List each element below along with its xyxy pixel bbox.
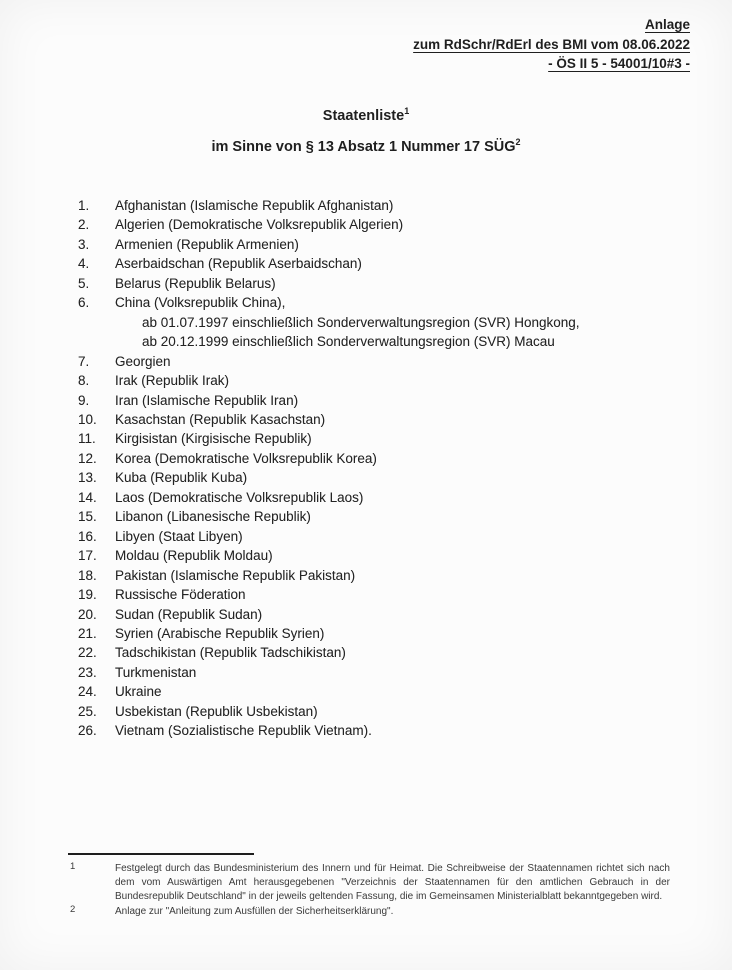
list-item-number: 18. bbox=[78, 567, 97, 583]
list-item-number: 19. bbox=[78, 587, 97, 603]
title-text: Staatenliste bbox=[322, 108, 405, 124]
list-item-text: Tadschikistan (Republik Tadschikistan) bbox=[115, 645, 346, 661]
list-item-text: Pakistan (Islamische Republik Pakistan) bbox=[115, 567, 356, 583]
list-item bbox=[78, 546, 696, 565]
footnote-1-marker: 1 bbox=[70, 861, 76, 872]
footnotes-section bbox=[70, 862, 670, 919]
footnote-separator-rule bbox=[68, 853, 254, 855]
list-item bbox=[78, 449, 696, 468]
list-item-number: 20. bbox=[78, 606, 97, 622]
list-item-text: Libanon (Libanesische Republik) bbox=[115, 509, 311, 525]
list-item bbox=[78, 293, 696, 312]
list-item bbox=[78, 371, 696, 390]
list-item bbox=[78, 527, 696, 546]
list-item-number: 4. bbox=[78, 256, 90, 272]
list-item-number: 26. bbox=[78, 723, 97, 739]
list-item-number: 13. bbox=[78, 470, 97, 486]
list-item-number: 9. bbox=[78, 392, 90, 408]
list-item bbox=[78, 605, 696, 624]
title-footnote-ref: 1 bbox=[404, 106, 410, 117]
list-item bbox=[78, 585, 696, 604]
footnote-2 bbox=[70, 905, 670, 919]
list-item-text: Laos (Demokratische Volksrepublik Laos) bbox=[115, 489, 364, 505]
page-title bbox=[0, 108, 732, 124]
list-item-text: Armenien (Republik Armenien) bbox=[115, 236, 299, 252]
list-item bbox=[78, 643, 696, 662]
list-item-number: 11. bbox=[78, 431, 96, 447]
list-item-text: Kuba (Republik Kuba) bbox=[115, 470, 248, 486]
list-item-subline: ab 01.07.1997 einschließlich Sonderverwaltungsregion (SVR) Hongkong, bbox=[142, 314, 580, 330]
document-header bbox=[413, 15, 690, 74]
list-item bbox=[78, 721, 696, 740]
page-subtitle bbox=[0, 139, 732, 155]
list-item-text: Irak (Republik Irak) bbox=[115, 373, 230, 389]
header-line-anlage: Anlage bbox=[644, 17, 690, 32]
list-item-text: Vietnam (Sozialistische Republik Vietnam). bbox=[115, 723, 372, 739]
list-item-text: Iran (Islamische Republik Iran) bbox=[115, 392, 299, 408]
list-item-text: China (Volksrepublik China), bbox=[115, 295, 286, 311]
list-item bbox=[78, 254, 696, 273]
list-item-text: Libyen (Staat Libyen) bbox=[115, 528, 243, 544]
list-item-number: 23. bbox=[78, 664, 97, 680]
list-item bbox=[78, 352, 696, 371]
list-item-number: 10. bbox=[78, 411, 97, 427]
list-item-text: Syrien (Arabische Republik Syrien) bbox=[115, 625, 325, 641]
list-item-text: Turkmenistan bbox=[115, 664, 197, 680]
subtitle-text: im Sinne von § 13 Absatz 1 Nummer 17 SÜG bbox=[211, 139, 516, 155]
list-item-number: 16. bbox=[78, 528, 97, 544]
list-item-text: Aserbaidschan (Republik Aserbaidschan) bbox=[115, 256, 362, 272]
country-list bbox=[78, 196, 696, 741]
list-item bbox=[78, 235, 696, 254]
list-item-number: 21. bbox=[78, 625, 97, 641]
list-item-text: Moldau (Republik Moldau) bbox=[115, 548, 273, 564]
list-item-text: Kasachstan (Republik Kasachstan) bbox=[115, 411, 326, 427]
list-item bbox=[78, 468, 696, 487]
list-item-number: 6. bbox=[78, 295, 90, 311]
footnote-1-text: Festgelegt durch das Bundesministerium des Innern und für Heimat. Die Schreibweise der Staatennamen richtet sich nach dem vom Auswärtigen Amt herausgegebenen "Verzeichnis der Staatennamen für den amtlichen Gebrauch in der Bundesrepublik Deutschland" in der jeweils geltenden Fassung, die im Gemeinsamen Ministerialblatt bekanntgegeben wird. bbox=[115, 863, 670, 902]
list-item-text: Georgien bbox=[115, 353, 171, 369]
list-item bbox=[78, 274, 696, 293]
footnote-1 bbox=[70, 862, 670, 903]
list-item-number: 5. bbox=[78, 275, 90, 291]
list-item-number: 25. bbox=[78, 703, 97, 719]
header-line-rdschr: zum RdSchr/RdErl des BMI vom 08.06.2022 bbox=[413, 36, 690, 52]
list-item-text: Afghanistan (Islamische Republik Afghanistan) bbox=[115, 198, 394, 213]
list-item bbox=[78, 488, 696, 507]
list-item bbox=[78, 702, 696, 721]
list-item-text: Sudan (Republik Sudan) bbox=[115, 606, 263, 622]
list-item bbox=[78, 391, 696, 410]
list-item-number: 12. bbox=[78, 450, 97, 466]
list-item-number: 2. bbox=[78, 217, 90, 233]
list-item-number: 15. bbox=[78, 509, 97, 525]
list-item bbox=[78, 566, 696, 585]
list-item-number: 14. bbox=[78, 489, 97, 505]
list-item bbox=[78, 196, 696, 215]
list-item-number: 3. bbox=[78, 236, 90, 252]
list-item-number: 24. bbox=[78, 684, 97, 700]
list-item-text: Usbekistan (Republik Usbekistan) bbox=[115, 703, 318, 719]
footnote-2-marker: 2 bbox=[70, 904, 76, 916]
list-item-number: 8. bbox=[78, 373, 90, 389]
list-item bbox=[78, 507, 696, 526]
list-item bbox=[78, 682, 696, 701]
list-item bbox=[78, 410, 696, 429]
list-item-text: Algerien (Demokratische Volksrepublik Algerien) bbox=[115, 217, 404, 233]
list-item-text: Kirgisistan (Kirgisische Republik) bbox=[115, 431, 312, 447]
list-item-number: 22. bbox=[78, 645, 97, 661]
list-item bbox=[78, 624, 696, 643]
list-item bbox=[78, 429, 696, 448]
list-item-text: Ukraine bbox=[115, 684, 162, 700]
footnote-2-text: Anlage zur "Anleitung zum Ausfüllen der Sicherheitserklärung". bbox=[115, 906, 394, 918]
list-item-number: 1. bbox=[78, 198, 90, 213]
list-item-subline: ab 20.12.1999 einschließlich Sonderverwaltungsregion (SVR) Macau bbox=[142, 334, 555, 350]
list-item bbox=[78, 215, 696, 234]
list-item-number: 7. bbox=[78, 353, 90, 369]
list-item-text: Russische Föderation bbox=[115, 587, 246, 603]
list-item-text: Belarus (Republik Belarus) bbox=[115, 275, 276, 291]
list-item bbox=[78, 663, 696, 682]
list-item-number: 17. bbox=[78, 548, 97, 564]
list-item-text: Korea (Demokratische Volksrepublik Korea) bbox=[115, 450, 377, 466]
subtitle-footnote-ref: 2 bbox=[515, 137, 521, 148]
header-line-aktenzeichen: - ÖS II 5 - 54001/10#3 - bbox=[548, 56, 690, 71]
